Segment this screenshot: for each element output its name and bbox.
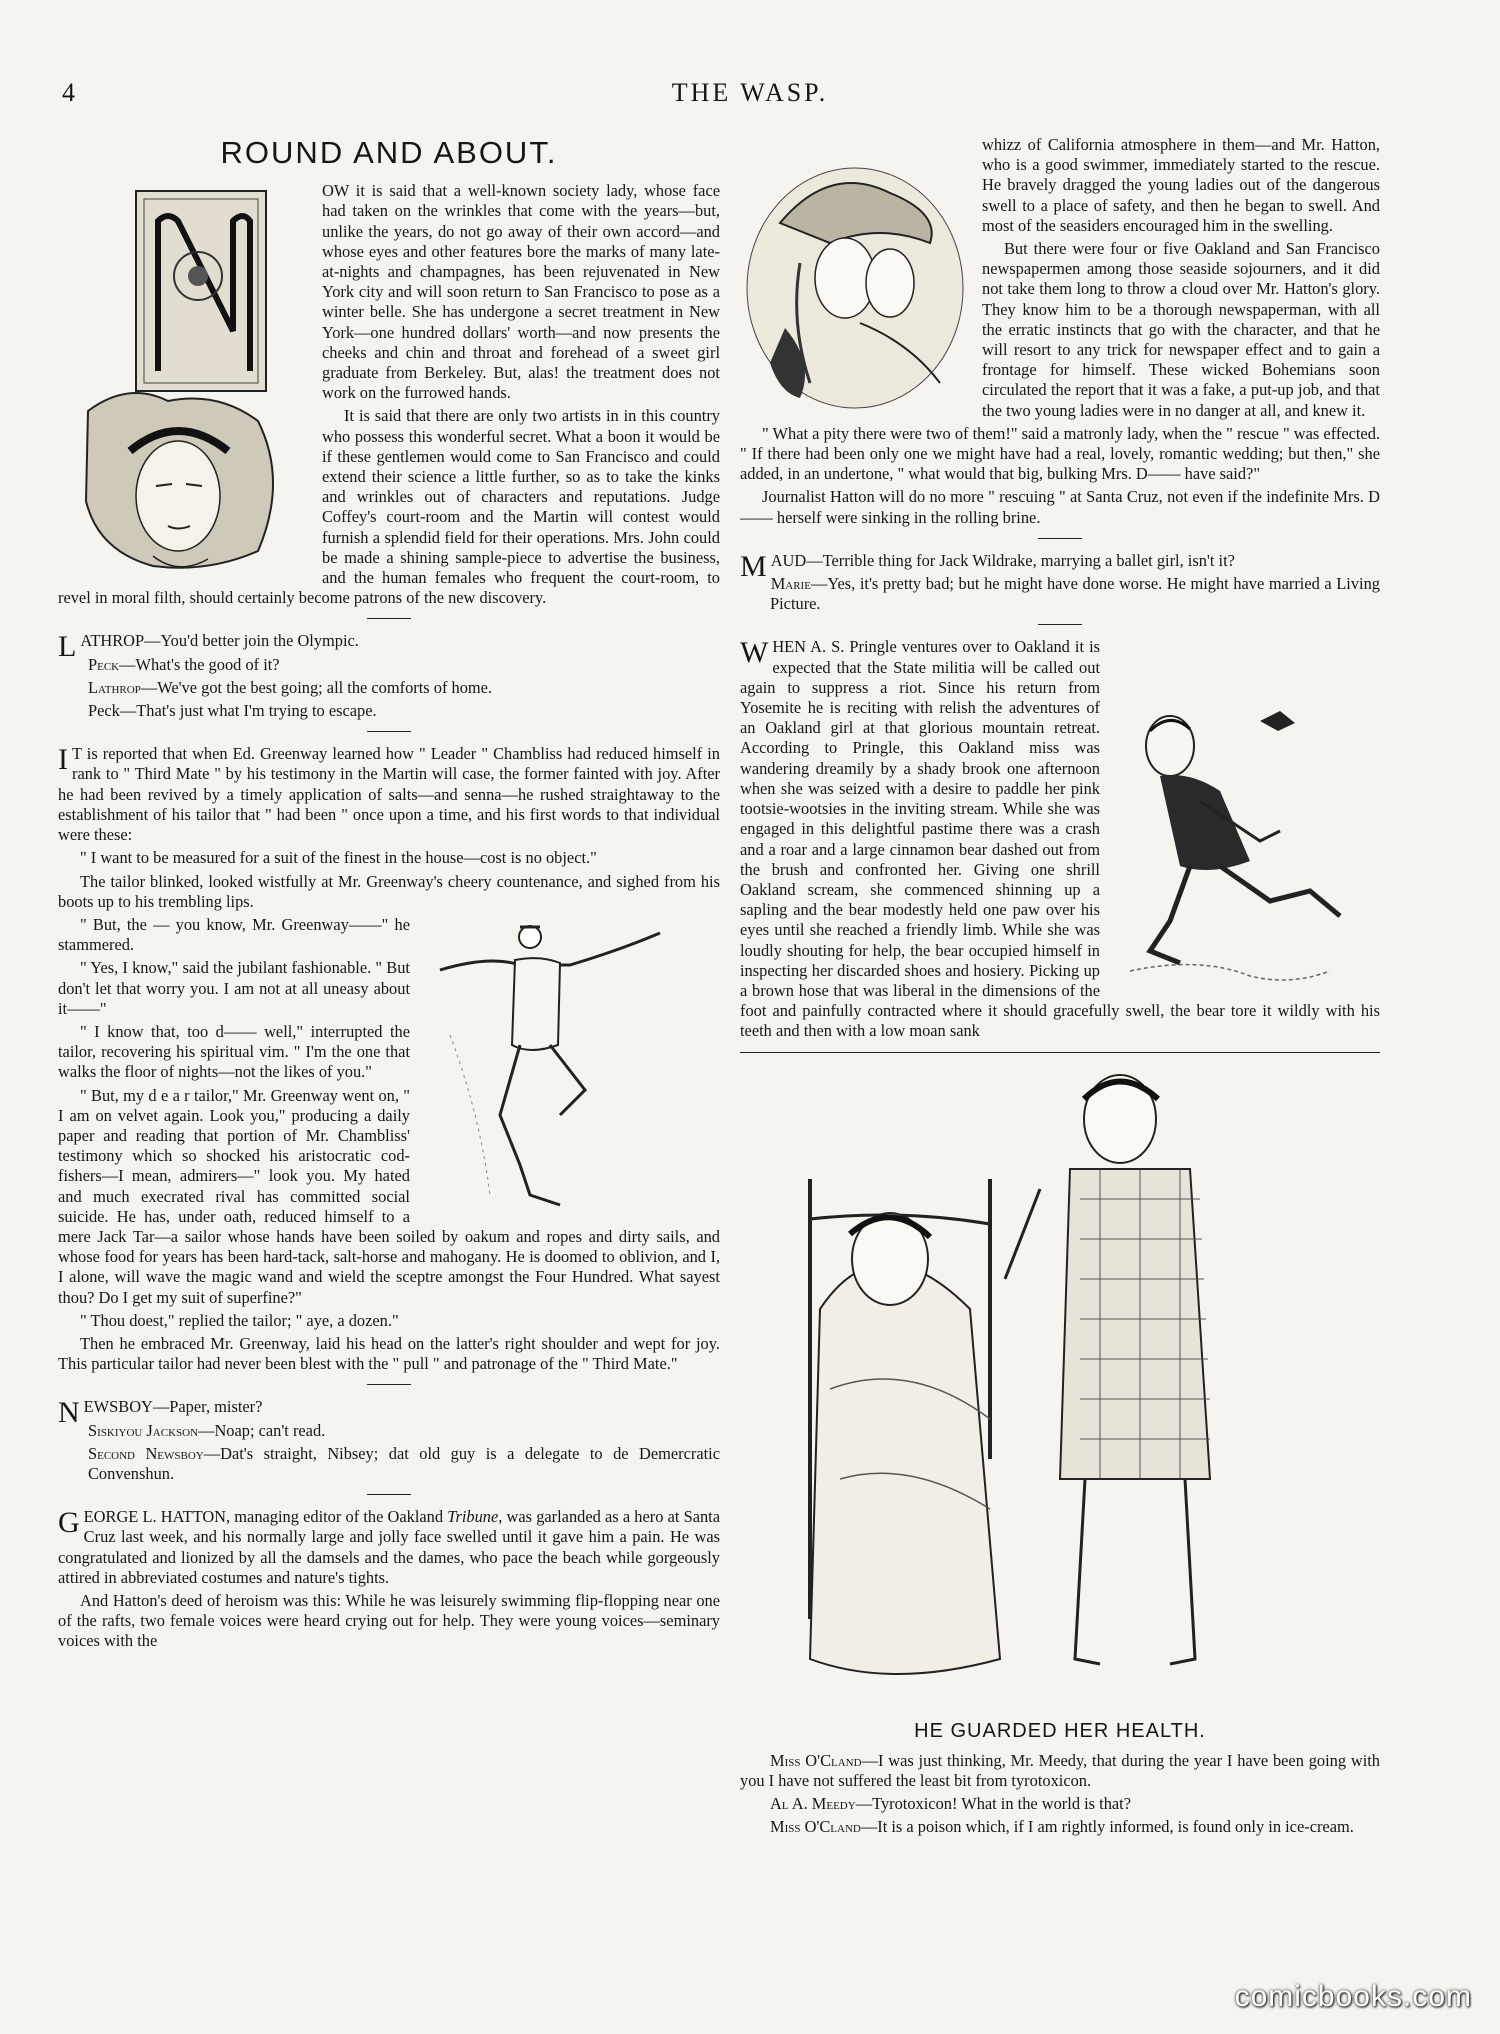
section-divider	[367, 1384, 411, 1385]
section-title: ROUND AND ABOUT.	[220, 135, 558, 170]
illustration-dancing-man	[420, 915, 720, 1215]
speaker: Al A. Meedy	[770, 1794, 856, 1814]
speaker: Miss O'Cland	[770, 1750, 862, 1770]
speaker: Siskiyou Jackson	[88, 1420, 199, 1440]
line-text: —Yes, it's pretty bad; but he might have done worse. He might have married a Living Picture.	[770, 574, 1380, 614]
dialog-line	[740, 1794, 1380, 1814]
speaker: Miss O'Cland	[770, 1817, 861, 1837]
hatton-paragraph-6: Journalist Hatton will do no more " rescuing " at Santa Cruz, not even if the indefinite Mrs. D—— herself were sinking in the rolling brine.	[740, 487, 1380, 527]
speaker: Peck	[88, 654, 120, 674]
drop-cap: W	[740, 636, 769, 670]
rejuvenation-paragraph-1: OW it is said that a well-known society lady, whose face had taken on the wrinkles that come with the years—but, unlike the years, do not go away of their own accord—and whose eyes and other features bore the marks of many late-at-nights and champagnes, has been rejuvenated in New York city and will soon return to San Francisco to pose as a winter belle. She has undergone a secret treatment in New York—one hundred dollars' worth—and now presents the cheeks and chin and throat and forehead of a sweet girl graduate from Berkeley. But, alas! the treatment does not work on the furrowed hands.	[322, 181, 720, 403]
dialog-line	[740, 1817, 1380, 1837]
line-text: —Terrible thing for Jack Wildrake, marrying a ballet girl, isn't it?	[806, 550, 1235, 570]
line-text: —It is a poison which, if I am rightly informed, is found only in ice-cream.	[860, 1817, 1354, 1837]
section-divider	[367, 618, 411, 619]
illustration-running-man	[1110, 701, 1380, 991]
line-text: —I was just thinking, Mr. Meedy, that during the year I have been going with you I have not suffered the least bit from tyrotoxicon.	[740, 1750, 1381, 1790]
drop-cap: I	[58, 743, 68, 777]
masthead: THE WASP.	[671, 78, 829, 107]
drop-cap: N	[58, 1396, 80, 1430]
paragraph-text: HEN A. S. Pringle ventures over to Oakland it is expected that the State militia will be called out again to suppress a riot. Since his return from Yosemite he is reciting with relish the adventures of an Oakland girl at that glorious mountain retreat. According to Pringle, this Oakland miss was wandering dreamily by a shady brook one afternoon when she was seized with a desire to paddle her pink tootsie-wootsies in the inviting stream. While she was engaged in this delightful pastime there was a crash and a roar and a large cinnamon bear dashed out from the brush and confronted her. Giving one shrill Oakland scream, she commenced shinning up a sapling and the bear modestly held one paw over his eyes until she reached a friendly limb. While she was loudly shouting for help, the bear occupied himself in inspecting her discarded shoes and hosiery. Picking up a brown hose that was liberal in the dimensions of the foot and painfully contracted where it should gracefully swell, the bear tore it wildly with his teeth and then with a low moan sank	[740, 637, 1380, 1041]
greenway-paragraph-3: The tailor blinked, looked wistfully at Mr. Greenway's cheery countenance, and sighed from his boots up to his trembling lips.	[58, 871, 720, 911]
dialog-line	[740, 549, 1380, 583]
section-divider	[367, 1494, 411, 1495]
line-text: —Dat's straight, Nibsey; dat old guy is a delegate to de Demercratic Convenshun.	[88, 1443, 720, 1483]
greenway-paragraph-2: " I want to be measured for a suit of the finest in the house—cost is no object."	[80, 848, 597, 868]
cartoon-dialog	[740, 1751, 1380, 1838]
line-text: —We've got the best going; all the comforts of home.	[140, 677, 493, 697]
line-text: —What's the good of it?	[119, 654, 280, 674]
illustration-lady-bonnet	[58, 181, 308, 576]
dialog-line	[58, 1444, 720, 1484]
greenway-paragraph-1	[58, 744, 720, 845]
dialog-line	[58, 701, 720, 721]
newspaper-name: Tribune	[447, 1507, 499, 1527]
speaker: Second Newsboy	[88, 1443, 204, 1463]
greenway-paragraph-5: " Yes, I know," said the jubilant fashionable. " But don't let that worry you. I am not at all uneasy about it——"	[58, 958, 410, 1018]
greenway-paragraph-7: " But, my d e a r tailor," Mr. Greenway went on, " I am on velvet again. Look you," producing a daily paper and reading that portion of Mr. Chambliss' testimony which so shocked his aristocratic cod-fishers—I mean, admirers—" look you. My hated and much execrated rival has committed social suicide. He has, under oath, reduced himself to a mere Jack Tar—a sailor whose hands have been soiled by oakum and ropes and dirty sails, and whose food for years has been hard-tack, salt-horse and mahogany. He is doomed to oblivion, and I, I alone, will wave the magic wand and wield the sceptre amongst the Four Hundred. What sayest thou? Do I get my suit of superfine?"	[58, 1085, 720, 1307]
hatton-paragraph-4: But there were four or five Oakland and San Francisco newspapermen among those seaside sojourners, and it did not take them long to throw a cloud over Mr. Hatton's glory. They know him to be a thorough newspaperman, with all the erratic instincts that go with the character, and that he will resort to any trick for newspaper effect and to gain a frontage for himself. These wicked Bohemians soon circulated the report that it was a fake, a put-up job, and that the two young ladies were in no danger at all, and knew it.	[982, 239, 1380, 420]
left-column	[58, 135, 720, 1655]
site-watermark: comicbooks.com	[1234, 1980, 1472, 2013]
speaker: AUD	[770, 550, 807, 570]
page-header	[62, 78, 1438, 112]
speaker: EWSBOY	[83, 1397, 153, 1417]
speaker: Peck	[88, 701, 120, 721]
hatton-paragraph-5: " What a pity there were two of them!" said a matronly lady, when the " rescue " was effected. " If there had been only one we might have had a real, lovely, romantic wedding; but then," she added, in an undertone, " what would that big, bulking Mrs. D—— have said?"	[740, 423, 1380, 484]
line-text: —Tyrotoxicon! What in the world is that?	[855, 1794, 1131, 1814]
speaker: ATHROP	[80, 631, 145, 651]
speaker: Lathrop	[88, 677, 141, 697]
line-text: —You'd better join the Olympic.	[144, 631, 359, 651]
dialog-line	[58, 655, 720, 675]
line-text: —That's just what I'm trying to escape.	[119, 701, 377, 721]
paragraph-text: T is reported that when Ed. Greenway learned how " Leader " Chambliss had reduced himself in rank to " Third Mate " by his testimony in the Martin will case, the former fainted with joy. After he had been revived by a timely application of salts—and senna—he rushed straightaway to the establishment of his tailor that " had been " once upon a time, and his first words to that individual were these:	[58, 744, 720, 845]
section-divider	[1038, 624, 1082, 625]
newsboy-dialog	[58, 1397, 720, 1484]
paragraph-text: , was garlanded as a hero at Santa Cruz last week, and his normally large and jolly face swelled until it gave him a pain. He was congratulated and lionized by all the damsels and the dames, who pace the beach while gorgeously attired in abbreviated costumes and nature's tights.	[58, 1507, 720, 1587]
greenway-paragraph-4: " But, the — you know, Mr. Greenway——" he stammered.	[58, 914, 410, 955]
greenway-paragraph-8: " Thou doest," replied the tailor; " aye, a dozen."	[80, 1310, 399, 1330]
dialog-line	[740, 574, 1380, 614]
right-column	[740, 135, 1380, 1841]
speaker: Marie	[770, 574, 811, 594]
drop-cap: L	[58, 630, 77, 664]
paragraph-text: EORGE L. HATTON, managing editor of the Oakland	[83, 1507, 448, 1527]
dialog-line	[58, 1421, 720, 1441]
hatton-paragraph-2: And Hatton's deed of heroism was this: While he was leisurely swimming flip-flopping near one of the rafts, two female voices were heard crying out for help. They were young voices—seminary voices with the	[58, 1591, 720, 1651]
dialog-line	[740, 1751, 1380, 1791]
rejuvenation-paragraph-2: It is said that there are only two artists in in this country who possess this wonderful secret. What a boon it would be if these gentlemen would come to San Francisco and could extend their science a little further, so as to take the kinks and wrinkles out of characters and reputations. Judge Coffey's court-room and the Martin will contest would furnish a splendid field for their operations. Mrs. John could be made a shining sample-piece to advertise the business, and the human females who frequent the court-room, to revel in moral filth, should certainly become patrons of the new discovery.	[58, 406, 720, 608]
hatton-paragraph-3: whizz of California atmosphere in them—and Mr. Hatton, who is a good swimmer, immediately started to the rescue. He bravely dragged the young ladies out of the dangerous swell to a place of safety, and then he began to swell. And most of the seasiders encouraged him in the swelling.	[982, 135, 1380, 235]
section-divider	[1038, 538, 1082, 539]
greenway-paragraph-6: " I know that, too d—— well," interrupted the tailor, recovering his spiritual vim. " I'm the one that walks the floor of nights—not the likes of you."	[58, 1021, 410, 1082]
drop-cap: M	[740, 549, 767, 583]
cartoon-top-rule	[740, 1052, 1380, 1053]
dialog-line	[58, 678, 720, 698]
cartoon-illustration	[740, 1059, 1380, 1707]
drop-cap: G	[58, 1506, 80, 1540]
lathrop-dialog	[58, 631, 720, 721]
maud-dialog	[740, 551, 1380, 615]
hatton-paragraph-1	[58, 1507, 720, 1588]
cartoon-caption: HE GUARDED HER HEALTH.	[914, 1719, 1206, 1742]
line-text: —Noap; can't read.	[198, 1420, 326, 1440]
page-number: 4	[62, 78, 75, 107]
illustration-two-ladies	[740, 153, 970, 413]
greenway-paragraph-9: Then he embraced Mr. Greenway, laid his head on the latter's right shoulder and wept for joy. This particular tailor had never been blest with the " pull " and patronage of the " Third Mate."	[58, 1333, 720, 1374]
section-divider	[367, 731, 411, 732]
line-text: —Paper, mister?	[152, 1397, 263, 1417]
